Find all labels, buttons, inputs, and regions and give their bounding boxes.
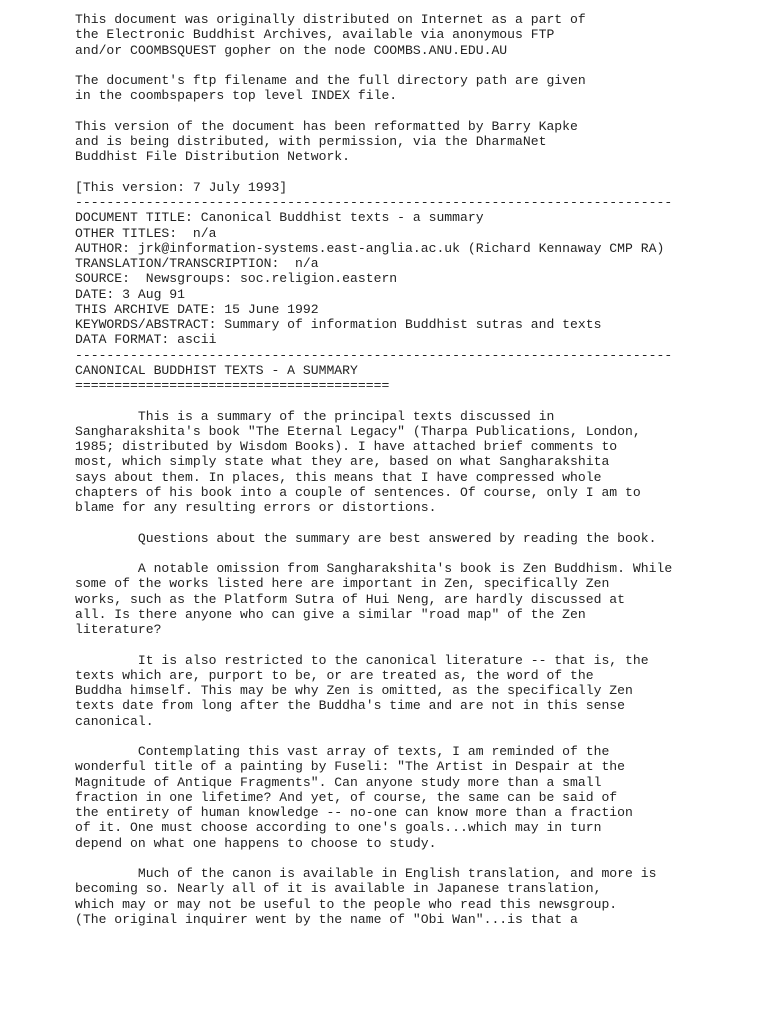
document-line: becoming so. Nearly all of it is available in Japanese translation,	[75, 881, 602, 897]
document-line: and/or COOMBSQUEST gopher on the node COOMBS.ANU.EDU.AU	[75, 42, 508, 58]
document-line: the entirety of human knowledge -- no-one can know more than a fraction	[75, 805, 633, 820]
document-line	[75, 637, 765, 652]
document-line	[75, 851, 765, 866]
document-line: chapters of his book into a couple of sentences. Of course, only I am to	[75, 484, 641, 500]
document-line: This version of the document has been reformatted by Barry Kapke	[75, 118, 578, 134]
document-line: A notable omission from Sangharakshita's book is Zen Buddhism. While	[75, 561, 673, 576]
document-line: works, such as the Platform Sutra of Hui Neng, are hardly discussed at	[75, 591, 626, 607]
document-line: which may or may not be useful to the people who read this newsgroup.	[75, 896, 618, 912]
document-line	[75, 729, 765, 744]
document-line: This document was originally distributed on Internet as a part of	[75, 12, 586, 27]
document-line: DOCUMENT TITLE: Canonical Buddhist texts - a summary	[75, 210, 484, 226]
document-line	[75, 393, 765, 408]
document-line: of it. One must choose according to one's goals...which may in turn	[75, 820, 602, 836]
document-line	[75, 546, 765, 561]
document-line: depend on what one happens to choose to study.	[75, 835, 437, 851]
document-line: [This version: 7 July 1993]	[75, 179, 288, 195]
document-line: Sangharakshita's book "The Eternal Legacy" (Tharpa Publications, London,	[75, 423, 641, 439]
document-line: in the coombspapers top level INDEX file.	[75, 88, 398, 104]
document-line: AUTHOR: jrk@information-systems.east-anglia.ac.uk (Richard Kennaway CMP RA)	[75, 240, 665, 256]
document-line: most, which simply state what they are, based on what Sangharakshita	[75, 454, 610, 470]
document-line: The document's ftp filename and the full directory path are given	[75, 73, 586, 88]
document-line: texts date from long after the Buddha's time and are not in this sense	[75, 698, 626, 714]
document-line: literature?	[75, 622, 162, 637]
document-line: THIS ARCHIVE DATE: 15 June 1992	[75, 301, 319, 317]
document-line: OTHER TITLES: n/a	[75, 225, 217, 241]
document-line	[75, 165, 765, 180]
document-line: fraction in one lifetime? And yet, of course, the same can be said of	[75, 789, 618, 805]
document-line: ----------------------------------------------------------------------------	[75, 195, 673, 210]
document-line: texts which are, purport to be, or are treated as, the word of the	[75, 667, 594, 683]
document-line: Much of the canon is available in English translation, and more is	[75, 866, 657, 881]
document-line: Magnitude of Antique Fragments". Can anyone study more than a small	[75, 774, 602, 790]
document-line	[75, 104, 765, 119]
document-line: the Electronic Buddhist Archives, available via anonymous FTP	[75, 27, 555, 43]
document-line: ========================================	[75, 378, 390, 393]
document-line: says about them. In places, this means that I have compressed whole	[75, 469, 602, 485]
document-line: and is being distributed, with permission, via the DharmaNet	[75, 134, 547, 149]
document-line: all. Is there anyone who can give a similar "road map" of the Zen	[75, 606, 586, 622]
document-line: Questions about the summary are best answered by reading the book.	[75, 530, 657, 546]
document-line: Contemplating this vast array of texts, I am reminded of the	[75, 744, 610, 759]
document-line: It is also restricted to the canonical literature -- that is, the	[75, 652, 649, 668]
document-line: TRANSLATION/TRANSCRIPTION: n/a	[75, 256, 319, 271]
document-text	[75, 12, 765, 927]
document-line: CANONICAL BUDDHIST TEXTS - A SUMMARY	[75, 362, 358, 378]
document-line: This is a summary of the principal texts discussed in	[75, 408, 555, 424]
document-line: ----------------------------------------------------------------------------	[75, 347, 673, 363]
document-line: canonical.	[75, 713, 154, 729]
document-line: (The original inquirer went by the name of "Obi Wan"...is that a	[75, 911, 578, 927]
document-line	[75, 58, 765, 73]
document-line: KEYWORDS/ABSTRACT: Summary of information Buddhist sutras and texts	[75, 317, 602, 332]
document-line: SOURCE: Newsgroups: soc.religion.eastern	[75, 271, 398, 287]
document-line: wonderful title of a painting by Fuseli: "The Artist in Despair at the	[75, 759, 626, 775]
document-line: some of the works listed here are important in Zen, specifically Zen	[75, 576, 610, 592]
document-line	[75, 515, 765, 530]
document-line: blame for any resulting errors or distortions.	[75, 500, 437, 515]
document-line: 1985; distributed by Wisdom Books). I have attached brief comments to	[75, 439, 618, 454]
document-line: Buddhist File Distribution Network.	[75, 149, 351, 165]
document-line: DATA FORMAT: ascii	[75, 332, 217, 348]
document-line: Buddha himself. This may be why Zen is omitted, as the specifically Zen	[75, 683, 633, 698]
document-line: DATE: 3 Aug 91	[75, 286, 186, 302]
